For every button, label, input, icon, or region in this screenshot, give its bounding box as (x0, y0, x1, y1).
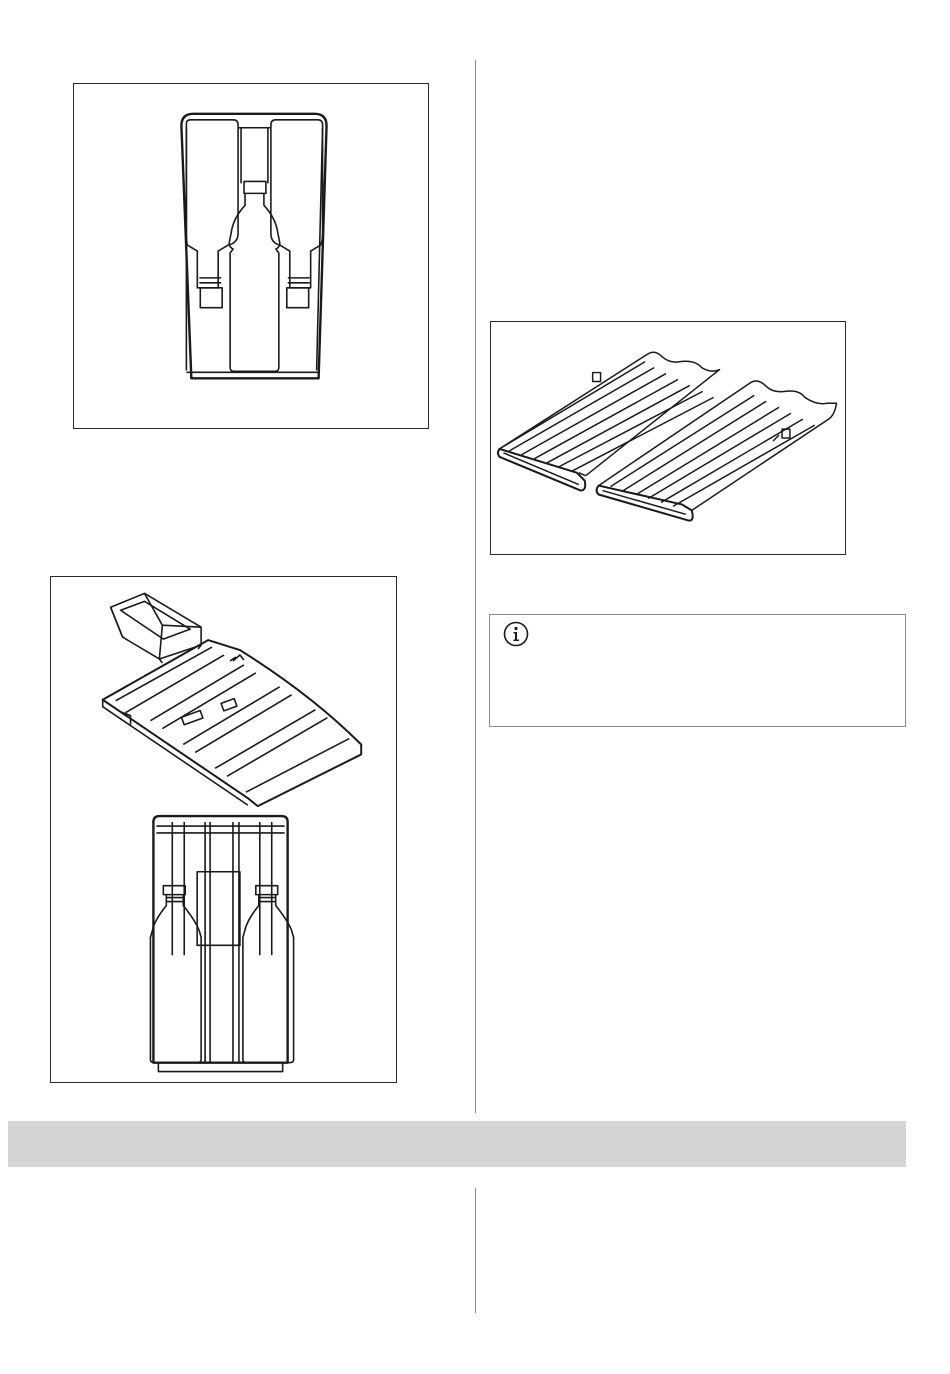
figure-split-wavy-shelves (490, 321, 846, 555)
info-icon (503, 621, 529, 647)
figure-bottle-rack-top-view (73, 83, 429, 429)
three-bottle-rack-icon (74, 84, 428, 428)
column-divider-bottom (475, 1188, 476, 1313)
section-heading-band (8, 1121, 906, 1167)
shelf-assembly-icon (51, 577, 396, 1082)
column-divider-top (475, 60, 476, 1113)
info-note-box (489, 614, 906, 727)
wavy-shelf-icon (491, 322, 845, 554)
figure-shelf-with-bin-and-two-bottles (50, 576, 397, 1083)
